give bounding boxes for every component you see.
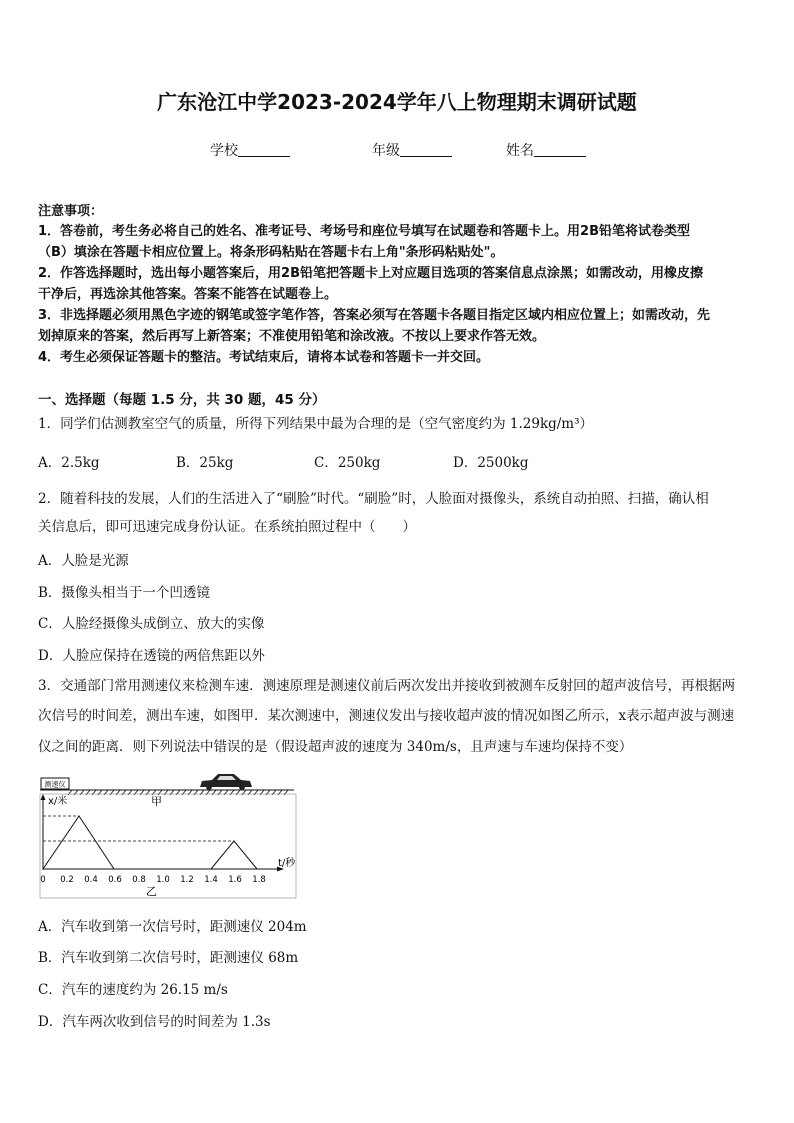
section-heading: 一、选择题（每题 1.5 分，共 30 题，45 分）	[38, 392, 326, 408]
name-label: 姓名	[506, 143, 534, 159]
q3-stem-line: 3．交通部门常用测速仪来检测车速．测速原理是测速仪前后两次发出并接收到被测车反射回的超声波信号，再根据两	[38, 678, 736, 694]
q3-option-d[interactable]: D．汽车两次收到信号的时间差为 1.3s	[38, 1014, 271, 1030]
figure-label-jia: 甲	[151, 795, 162, 808]
figure-label-yi: 乙	[146, 885, 157, 898]
q1-option-d[interactable]: D．2500kg	[453, 455, 529, 471]
x-tick-labels	[40, 875, 265, 885]
name-field[interactable]	[506, 140, 586, 160]
device-label: 测速仪	[44, 780, 66, 789]
q3-option-b[interactable]: B．汽车收到第二次信号时，距测速仪 68m	[38, 950, 299, 966]
x-tick-label: 1.2	[180, 875, 194, 885]
q2-option-c[interactable]: C．人脸经摄像头成倒立、放大的实像	[38, 616, 265, 632]
grade-label: 年级	[372, 143, 400, 159]
q1-option-b[interactable]: B．25kg	[176, 455, 234, 471]
grade-field[interactable]	[372, 140, 452, 160]
q1-option-a[interactable]: A．2.5kg	[38, 455, 100, 471]
x-tick-label: 0.2	[60, 875, 74, 885]
notice-line: 4．考生必须保证答题卡的整洁。考试结束后，请将本试卷和答题卡一并交回。	[38, 350, 490, 365]
y-axis-arrow	[41, 794, 46, 800]
q3-option-c[interactable]: C．汽车的速度约为 26.15 m/s	[38, 982, 228, 998]
notice-line: 划掉原来的答案，然后再写上新答案；不准使用铅笔和涂改液。不按以上要求作答无效。	[38, 329, 546, 344]
q2-option-a[interactable]: A．人脸是光源	[38, 553, 129, 569]
x-tick-label: 1.8	[252, 875, 266, 885]
car-icon	[200, 774, 252, 790]
y-axis-label: x/米	[48, 796, 68, 807]
notice-line: 2．作答选择题时，选出每小题答案后，用2B铅笔把答题卡上对应题目选项的答案信息点涂黑；如需改动，用橡皮擦	[38, 266, 704, 281]
notice-line: 干净后，再选涂其他答案。答案不能答在试题卷上。	[38, 287, 338, 302]
x-tick-label: 0.6	[108, 875, 122, 885]
x-tick-label: 0	[40, 875, 46, 885]
x-tick-label: 0.4	[84, 875, 98, 885]
name-blank[interactable]	[534, 142, 586, 157]
pulse-2	[211, 841, 257, 869]
q2-stem-line: 2．随着科技的发展，人们的生活进入了“刷脸”时代。“刷脸”时，人脸面对摄像头，系统自动拍照、扫描，确认相	[38, 491, 709, 507]
grade-blank[interactable]	[400, 142, 452, 157]
notice-line: （B）填涂在答题卡相应位置上。将条形码粘贴在答题卡右上角"条形码粘贴处"。	[38, 245, 504, 260]
q3-stem-line: 仪之间的距离．则下列说法中错误的是（假设超声波的速度为 340m/s，且声速与车速均保持不变）	[38, 739, 633, 755]
q1-option-c[interactable]: C．250kg	[314, 455, 381, 471]
x-axis-label: t/秒	[278, 858, 296, 869]
q3-option-a[interactable]: A．汽车收到第一次信号时，距测速仪 204m	[38, 919, 307, 935]
school-blank[interactable]	[238, 142, 290, 157]
x-tick-label: 1.6	[228, 875, 242, 885]
q2-stem-line: 关信息后，即可迅速完成身份认证。在系统拍照过程中（ ）	[38, 519, 416, 535]
x-tick-label: 1.0	[156, 875, 170, 885]
notice-line: 3．非选择题必须用黑色字迹的钢笔或签字笔作答，答案必须写在答题卡各题目指定区域内相应位置上；如需改动，先	[38, 308, 711, 323]
x-tick-label: 0.8	[132, 875, 146, 885]
q2-option-b[interactable]: B．摄像头相当于一个凹透镜	[38, 585, 210, 601]
notice-line: 1．答卷前，考生务必将自己的姓名、准考证号、考场号和座位号填写在试题卷和答题卡上。用2B铅笔将试卷类型	[38, 224, 691, 239]
school-label: 学校	[210, 143, 238, 159]
q3-stem-line: 次信号的时间差，测出车速，如图甲．某次测速中，测速仪发出与接收超声波的情况如图乙所示，x表示超声波与测速	[38, 708, 735, 724]
page-title: 广东沧江中学2023-2024学年八上物理期末调研试题	[157, 90, 637, 114]
x-tick-label: 1.4	[204, 875, 218, 885]
q3-figure	[36, 768, 300, 900]
pulse-1	[43, 816, 114, 869]
school-field[interactable]	[210, 140, 290, 160]
q1-stem: 1．同学们估测教室空气的质量，所得下列结果中最为合理的是（空气密度约为 1.29kg/m³）	[38, 416, 594, 432]
notice-heading: 注意事项：	[38, 204, 104, 219]
q2-option-d[interactable]: D．人脸应保持在透镜的两倍焦距以外	[38, 648, 265, 664]
